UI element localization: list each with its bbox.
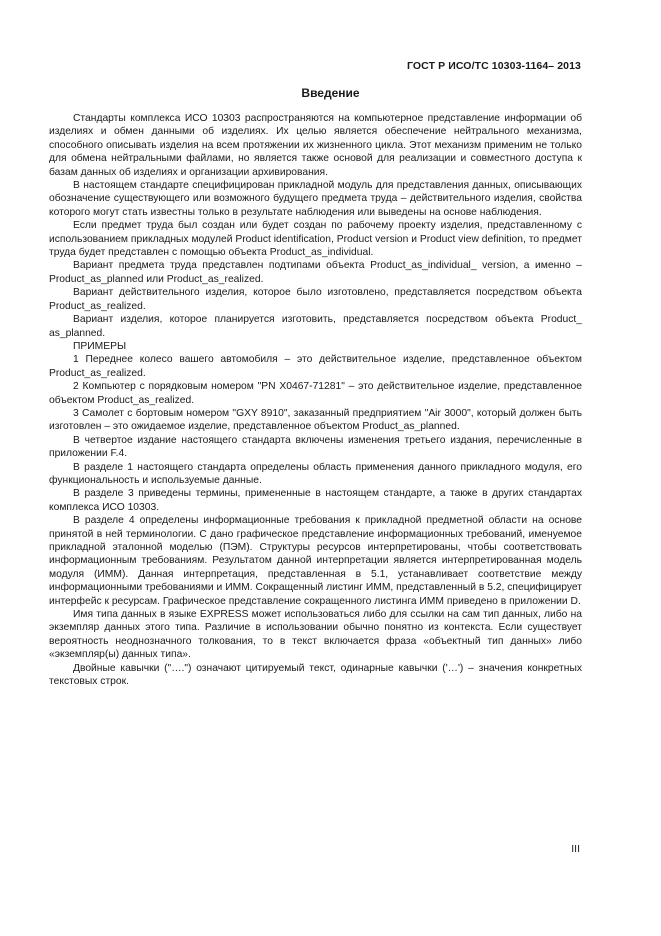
page-number: III: [571, 843, 580, 855]
example-paragraph: 3 Самолет с бортовым номером "GXY 8910", заказанный предприятием "Air 3000", который должен быть изготовлен – это ожидаемое изделие, представленное объектом Product_as_planned.: [49, 407, 582, 433]
paragraph: Вариант действительного изделия, которое было изготовлено, представляется посредством объекта Product_as_realized.: [49, 287, 582, 312]
paragraph: В четвертое издание настоящего стандарта включены изменения третьего издания, перечисленные в приложении F.4.: [49, 434, 582, 460]
paragraph: Если предмет труда был создан или будет создан по рабочему проекту изделия, представленному с использованием прикладных модулей Product identification, Product version и Product view definition, то предмет труда будет представлен с помощью объекта Product_as_individual.: [49, 220, 582, 259]
document-header: ГОСТ Р ИСО/ТС 10303-1164– 2013: [406, 60, 581, 72]
example-paragraph: 2 Компьютер с порядковым номером "PN X0467-71281" – это действительное изделие, представленное объектом Product_as_realized.: [49, 381, 582, 406]
paragraph: Вариант изделия, которое планируется изготовить, представляется посредством объекта Product_ as_planned.: [49, 314, 582, 339]
paragraph: Двойные кавычки ("….") означают цитируемый текст, одинарные кавычки ('…') – значения конкретных текстовых строк.: [49, 662, 582, 688]
example-paragraph: 1 Переднее колесо вашего автомобиля – это действительное изделие, представленное объектом Product_as_realized.: [49, 354, 582, 379]
paragraph: В разделе 1 настоящего стандарта определены область применения данного прикладного модуля, его функциональность и используемые данные.: [49, 461, 582, 486]
paragraph: Стандарты комплекса ИСО 10303 распространяются на компьютерное представление информации об изделиях и обмен данными об изделиях. Их целью является обеспечение нейтрального механизма, способного описывать изделия на всем протяжении их жизненного цикла. Этот механизм применим не только для обмена нейтральными файлами, но является также основой для реализации и совместного доступа к базам данных об изделиях и организации архивирования.: [49, 113, 582, 178]
paragraph: В настоящем стандарте специфицирован прикладной модуль для представления данных, описывающих обозначение существующего или возможного будущего предмета труда – действительного изделия, свойства которого могут стать известны только в результате наблюдения или выведены на основе наблюдения.: [49, 180, 582, 218]
document-body: [49, 112, 582, 688]
paragraph: Имя типа данных в языке EXPRESS может использоваться либо для ссылки на сам тип данных, либо на экземпляр данных этого типа. Различие в использовании обычно понятно из контекста. Если существует вероятность неоднозначного толкования, то в текст включается фраза «объектный тип данных» либо «экземпляр(ы) данных типа».: [49, 609, 582, 661]
paragraph: В разделе 4 определены информационные требования к прикладной предметной области на основе принятой в ней терминологии. С дано графическое представление информационных требований, именуемое прикладной эталонной моделью (ПЭМ). Структуры ресурсов интерпретированы, чтобы соответствовать информационным требованиям. Результатом данной интерпретации является интерпретированная модель модуля (ИММ). Данная интерпретация, представленная в 5.1, устанавливает соответствие между информационными требованиями и ИММ. Сокращенный листинг ИММ, представленный в 5.2, специфицирует интерфейс к ресурсам. Графическое представление сокращенного листинга ИММ приведено в приложении D.: [49, 515, 582, 607]
examples-heading: ПРИМЕРЫ: [73, 340, 127, 352]
paragraph: В разделе 3 приведены термины, примененные в настоящем стандарте, а также в других стандартах комплекса ИСО 10303.: [49, 488, 582, 513]
section-title: Введение: [301, 86, 360, 100]
paragraph: Вариант предмета труда представлен подтипами объекта Product_as_individual_ version, а именно – Product_as_planned или Product_as_realized.: [49, 260, 582, 285]
